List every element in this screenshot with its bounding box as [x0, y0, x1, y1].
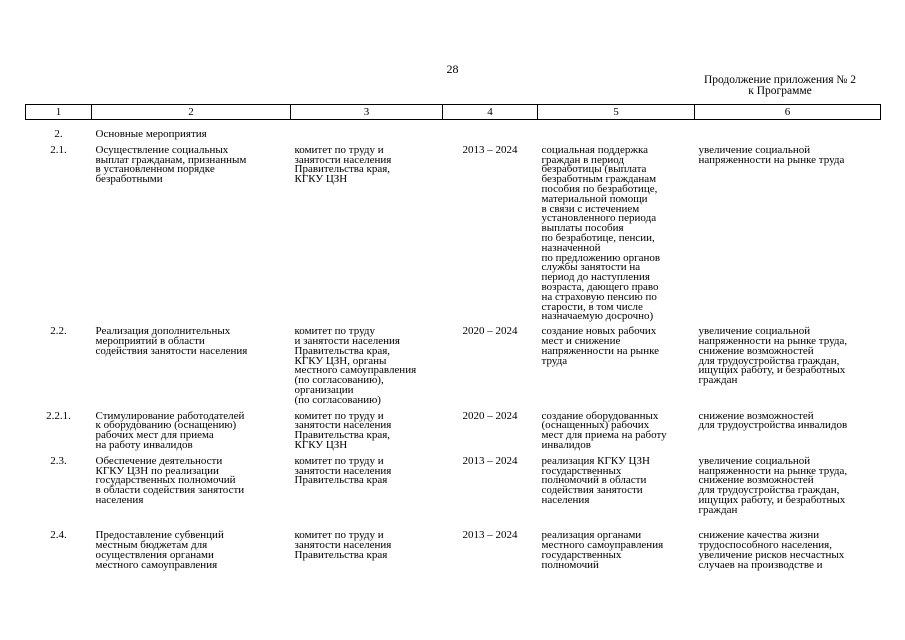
executor-line: комитет по труду и — [294, 143, 384, 156]
consequence-line: граждан — [698, 503, 738, 516]
expected-result-line: материальной помощи — [541, 192, 648, 205]
executor-line: комитет по труду и — [294, 454, 384, 467]
event-name-line: на работу инвалидов — [95, 438, 193, 451]
event-name-line: Предоставление субвенций — [95, 529, 224, 542]
event-name-line: Обеспечение деятельности — [95, 454, 223, 467]
period-cell — [443, 120, 538, 140]
expected-result-line: выплаты пособия — [541, 222, 624, 235]
executor-cell — [291, 451, 443, 516]
expected-result-line: установленного периода — [541, 212, 657, 225]
event-name-line: мероприятий в области — [95, 334, 205, 347]
event-name-line: населения — [95, 493, 144, 506]
table-row — [26, 406, 881, 451]
period-cell: 2013 – 2024 — [462, 143, 518, 156]
expected-result-line: возраста, дающего право — [541, 280, 659, 293]
period-cell: 2020 – 2024 — [462, 325, 518, 338]
expected-result-line: (оснащенных) рабочих — [541, 419, 650, 432]
continuation-note — [680, 75, 880, 97]
consequence-cell — [695, 451, 881, 516]
event-name-cell — [92, 140, 291, 322]
column-header: 1 — [26, 105, 92, 120]
event-name-cell — [92, 322, 291, 405]
expected-result-line: инвалидов — [541, 438, 591, 451]
expected-result-cell — [538, 515, 695, 570]
event-name-line: местного самоуправления — [95, 558, 218, 571]
consequence-line: напряженности на рынке труда, — [698, 334, 848, 347]
event-name-line: Осуществление социальных — [95, 143, 229, 156]
expected-result-line: реализация органами — [541, 529, 642, 542]
expected-result-line: по безработице, пенсии, — [541, 231, 655, 244]
expected-result-line: период до наступления — [541, 271, 650, 284]
expected-result-line: социальная поддержка — [541, 143, 649, 156]
executor-line: местного самоуправления — [294, 364, 417, 377]
header-row — [26, 105, 881, 120]
event-name-line: КГКУ ЦЗН по реализации — [95, 464, 219, 477]
expected-result-line: государственных — [541, 549, 622, 562]
event-name-line: Основные мероприятия — [95, 128, 207, 140]
expected-result-line: на страховую пенсию по — [541, 290, 657, 303]
executor-line: (по согласованию) — [294, 393, 381, 406]
expected-result-line: в связи с истечением — [541, 202, 640, 215]
expected-result-line: пособия по безработице, — [541, 182, 658, 195]
event-name-line: государственных полномочий — [95, 474, 236, 487]
executor-cell — [291, 406, 443, 451]
executor-line: комитет по труду и — [294, 409, 384, 422]
expected-result-cell — [538, 120, 695, 140]
consequence-cell — [695, 140, 881, 322]
table-row — [26, 120, 881, 140]
consequence-cell — [695, 406, 881, 451]
expected-result-line: безработным гражданам — [541, 173, 657, 186]
event-name-cell — [92, 515, 291, 570]
row-number-cell: 2.2. — [50, 325, 67, 338]
expected-result-line: мест и снижение — [541, 334, 621, 347]
event-name-line: Стимулирование работодателей — [95, 409, 245, 422]
event-name-line: выплат гражданам, признанным — [95, 153, 247, 166]
program-table — [25, 104, 881, 571]
continuation-line: к Программе — [748, 85, 812, 97]
expected-result-line: создание оборудованных — [541, 409, 659, 422]
expected-result-cell — [538, 140, 695, 322]
expected-result-line: труда — [541, 354, 568, 367]
executor-cell — [291, 515, 443, 570]
consequence-line: для трудоустройства граждан, — [698, 354, 840, 367]
executor-line: Правительства края, — [294, 163, 391, 176]
consequence-line: увеличение социальной — [698, 143, 811, 156]
consequence-line: увеличение социальной — [698, 325, 811, 338]
expected-result-cell — [538, 406, 695, 451]
table-row — [26, 451, 881, 516]
event-name-cell — [92, 451, 291, 516]
event-name-line: безработными — [95, 173, 163, 186]
executor-line: занятости населения — [294, 153, 392, 166]
consequence-line: снижение возможностей — [698, 344, 814, 357]
executor-line: (по согласованию), — [294, 374, 384, 387]
executor-line: КГКУ ЦЗН, органы — [294, 354, 387, 367]
table-row — [26, 515, 881, 570]
row-number-cell: 2. — [54, 128, 63, 140]
event-name-cell — [92, 120, 291, 140]
event-name-line: Реализация дополнительных — [95, 325, 231, 338]
consequence-line: увеличение социальной — [698, 454, 811, 467]
consequence-line: ищущих работу, и безработных — [698, 364, 846, 377]
row-number-cell: 2.3. — [50, 454, 67, 467]
expected-result-line: создание новых рабочих — [541, 325, 657, 338]
expected-result-line: граждан в период — [541, 153, 624, 166]
executor-line: Правительства края — [294, 549, 388, 562]
expected-result-line: содействия занятости — [541, 484, 643, 497]
consequence-line: увеличение рисков несчастных — [698, 549, 845, 562]
executor-line: занятости населения — [294, 464, 392, 477]
expected-result-line: полномочий — [541, 558, 599, 571]
expected-result-line: государственных — [541, 464, 622, 477]
expected-result-line: полномочий в области — [541, 474, 647, 487]
consequence-line: напряженности на рынке труда — [698, 153, 845, 166]
consequence-cell — [695, 120, 881, 140]
executor-line: Правительства края, — [294, 429, 391, 442]
expected-result-line: мест для приема на работу — [541, 429, 667, 442]
consequence-line: для трудоустройства граждан, — [698, 484, 840, 497]
column-header: 3 — [291, 105, 443, 120]
executor-line: Правительства края, — [294, 344, 391, 357]
period-cell: 2013 – 2024 — [462, 454, 518, 467]
expected-result-line: безработицы (выплата — [541, 163, 647, 176]
expected-result-line: реализация КГКУ ЦЗН — [541, 454, 650, 467]
expected-result-line: назначенной — [541, 241, 601, 254]
event-name-line: осуществления органами — [95, 549, 214, 562]
page-number: 28 — [446, 62, 459, 76]
executor-line: и занятости населения — [294, 334, 400, 347]
executor-line: Правительства края — [294, 474, 388, 487]
expected-result-line: службы занятости на — [541, 261, 641, 274]
consequence-cell — [695, 515, 881, 570]
expected-result-line: старости, в том числе — [541, 300, 643, 313]
executor-line: комитет по труду и — [294, 529, 384, 542]
expected-result-line: напряженности на рынке — [541, 344, 660, 357]
executor-cell — [291, 120, 443, 140]
executor-cell — [291, 140, 443, 322]
consequence-line: снижение возможностей — [698, 474, 814, 487]
consequence-line: напряженности на рынке труда, — [698, 464, 848, 477]
expected-result-line: по предложению органов — [541, 251, 661, 264]
consequence-line: снижение возможностей — [698, 409, 814, 422]
event-name-line: в установленном порядке — [95, 163, 215, 176]
expected-result-line: местного самоуправления — [541, 539, 664, 552]
executor-line: занятости населения — [294, 539, 392, 552]
consequence-line: ищущих работу, и безработных — [698, 493, 846, 506]
column-header: 4 — [443, 105, 538, 120]
executor-line: КГКУ ЦЗН — [294, 438, 348, 451]
event-name-line: местным бюджетам для — [95, 539, 208, 552]
consequence-line: граждан — [698, 374, 738, 387]
expected-result-line: назначаемую досрочно) — [541, 310, 654, 323]
executor-line: организации — [294, 383, 354, 396]
period-cell: 2020 – 2024 — [462, 409, 518, 422]
event-name-cell — [92, 406, 291, 451]
consequence-line: снижение качества жизни — [698, 529, 820, 542]
row-number-cell: 2.4. — [50, 529, 67, 542]
consequence-line: трудоспособного населения, — [698, 539, 832, 552]
expected-result-cell — [538, 322, 695, 405]
table-row — [26, 140, 881, 322]
consequence-line: для трудоустройства инвалидов — [698, 419, 848, 432]
row-number-cell: 2.2.1. — [46, 409, 71, 422]
consequence-cell — [695, 322, 881, 405]
event-name-line: в области содействия занятости — [95, 484, 245, 497]
continuation-line: Продолжение приложения № 2 — [703, 74, 857, 86]
event-name-line: содействия занятости населения — [95, 344, 248, 357]
table-row — [26, 322, 881, 405]
expected-result-line: населения — [541, 493, 590, 506]
event-name-line: к оборудованию (оснащению) — [95, 419, 237, 432]
executor-cell — [291, 322, 443, 405]
event-name-line: рабочих мест для приема — [95, 429, 214, 442]
executor-line: занятости населения — [294, 419, 392, 432]
executor-line: КГКУ ЦЗН — [294, 173, 348, 186]
column-header: 6 — [695, 105, 881, 120]
column-header: 2 — [92, 105, 291, 120]
period-cell: 2013 – 2024 — [462, 529, 518, 542]
consequence-line: случаев на производстве и — [698, 558, 823, 571]
executor-line: комитет по труду — [294, 325, 376, 338]
expected-result-cell — [538, 451, 695, 516]
row-number-cell: 2.1. — [50, 143, 67, 156]
column-header: 5 — [538, 105, 695, 120]
